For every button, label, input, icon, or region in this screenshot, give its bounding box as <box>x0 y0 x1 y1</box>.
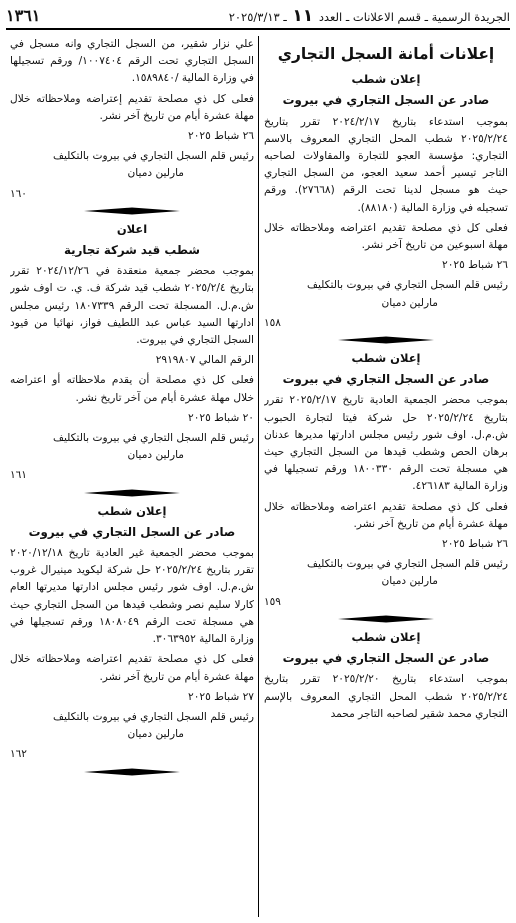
notice-label: إعلان شطب <box>351 72 421 87</box>
notice-subtitle: صادر عن السجل التجاري في بيروت <box>28 524 236 539</box>
notice-number: ١٥٨ <box>264 316 281 329</box>
notice-number: ١٦٠ <box>10 187 27 200</box>
notice-objection: فعلى كل ذي مصلحة تقديم اعتراضه وملاحظاته خلال مهلة عشرة أيام من تاريخ آخر نشر. <box>10 653 254 683</box>
notice-161 <box>10 221 254 485</box>
notice-label: إعلان شطب <box>97 503 167 518</box>
left-column <box>10 36 254 917</box>
notice-162 <box>10 503 254 764</box>
issue-number: ١١ <box>292 5 314 26</box>
signatory-title: رئيس قلم السجل التجاري في بيروت بالتكليف <box>306 279 508 292</box>
notice-160-end <box>10 36 254 203</box>
signatory-title: رئيس قلم السجل التجاري في بيروت بالتكليف <box>52 710 254 723</box>
notice-date: ٢٦ شباط ٢٠٢٥ <box>442 259 508 272</box>
page-number: ١٣٦١ <box>6 6 41 26</box>
column-divider <box>258 36 259 917</box>
separator-ornament <box>10 207 254 215</box>
signatory-title: رئيس قلم السجل التجاري في بيروت بالتكليف <box>52 432 254 445</box>
notice-label: إعلان شطب <box>351 351 421 366</box>
notice-number: ١٥٩ <box>264 595 281 608</box>
notice-160-start <box>264 629 508 723</box>
notice-158 <box>264 71 508 332</box>
header-title <box>229 7 510 26</box>
notice-label: اعلان <box>116 221 148 236</box>
notice-subtitle: صادر عن السجل التجاري في بيروت <box>282 372 490 387</box>
notice-body: بموجب استدعاء بتاريخ ٢٠٢٤/٢/١٧ تقرر بتاريخ ٢٠٢٥/٢/٢٤ شطب المحل التجاري المعروف بالاسم التجاري: مؤسسة العجو للتجارة والمقاولات لصاحبه التاجر تيسير أحمد سعيد العجو، من السجل التجاري حيث هو مسجل لدينا تحت الرقم (٢٧٦٦٨). ورقم تسجيله في وزارة المالية (٨٨١٨٠). <box>264 115 508 214</box>
notice-body: علي نزار شقير، من السجل التجاري وانه مسجل في السجل التجاري تحت الرقم ١٠٠٧٤٠٤/ ورقم تسجيلها في وزارة المالية /١٥٨٩٨٤٠. <box>10 38 254 85</box>
notice-body: بموجب محضر الجمعية العادية تاريخ ٢٠٢٥/٢/١٧ تقرر بتاريخ ٢٠٢٥/٢/٢٤ حل شركة فيتا لتجارة الحبوب ش.م.ل. اوف شور رئيس مجلس ادارتها مديرها عدنان برهان الحص وشطب قيدها من السجل التجاري حيث هي مسجلة تحت الرقم ١٨٠٠٣٣٠ ورقم تسجيلها في وزارة المالية ٤٢٦١٨٣. <box>264 394 508 493</box>
notice-subtitle: صادر عن السجل التجاري في بيروت <box>282 651 490 666</box>
notice-159 <box>264 350 508 611</box>
notice-subtitle: صادر عن السجل التجاري في بيروت <box>282 93 490 108</box>
notice-number: ١٦١ <box>10 469 27 482</box>
financial-number: الرقم المالي ٢٩١٩٨٠٧ <box>155 354 254 367</box>
notice-body: بموجب استدعاء بتاريخ ٢٠٢٥/٢/٢٠ تقرر بتاريخ ٢٠٢٥/٢/٢٤ شطب المحل التجاري المعروف بالإسم التجاري محمد شقير لصاحبه التاجر محمد <box>264 673 508 720</box>
right-column <box>264 36 508 917</box>
notice-objection: فعلى كل ذي مصلحة تقديم إعتراضه وملاحظاته خلال مهلة عشرة أيام من تاريخ آخر نشر. <box>10 92 254 122</box>
notice-date: ٢٧ شباط ٢٠٢٥ <box>188 690 254 703</box>
notice-objection: فعلى كل ذي مصلحة تقديم اعتراضه وملاحظاته خلال مهلة عشرة أيام من تاريخ آخر نشر. <box>264 500 508 530</box>
separator-ornament <box>264 615 508 623</box>
signatory-name: مارلين دميان <box>127 449 184 462</box>
separator-ornament <box>10 768 254 776</box>
notice-date: ٢٦ شباط ٢٠٢٥ <box>188 130 254 143</box>
signatory-name: مارلين دميان <box>381 575 438 588</box>
signatory-name: مارلين دميان <box>381 296 438 309</box>
notice-body: بموجب محضر الجمعية غير العادية تاريخ ٢٠٢٠/١٢/١٨ تقرر بتاريخ ٢٠٢٥/٢/٢٤ حل شركة ليكويد مينيرال غروب ش.م.ل. اوف شور رئيس مجلس ادارتها مديرتها العام كارلا سليم نصر وشطب قيدها من السجل التجاري حيث هي مسجلة تحت الرقم ١٨٠٨٠٤٩ ورقم تسجيلها في وزارة المالية ٣٠٦٣٩٥٢. <box>10 547 254 646</box>
issue-date: ـ ٢٠٢٥/٣/١٣ <box>228 9 287 24</box>
signatory-name: مارلين دميان <box>127 728 184 741</box>
notice-subtitle: شطب قيد شركة تجارية <box>64 243 200 258</box>
notice-date: ٢٠ شباط ٢٠٢٥ <box>188 411 254 424</box>
notice-objection: فعلى كل ذي مصلحة تقديم اعتراضه وملاحظاته خلال مهلة اسبوعين من تاريخ آخر نشر. <box>264 221 508 252</box>
notice-date: ٢٦ شباط ٢٠٢٥ <box>442 538 508 551</box>
separator-ornament <box>264 336 508 344</box>
notice-label: إعلان شطب <box>351 629 421 644</box>
signatory-title: رئيس قلم السجل التجاري في بيروت بالتكليف <box>306 558 508 571</box>
page-header <box>6 4 510 30</box>
notice-number: ١٦٢ <box>10 748 27 761</box>
section-title: إعلانات أمانة السجل التجاري <box>277 45 495 63</box>
signatory-title: رئيس قلم السجل التجاري في بيروت بالتكليف <box>52 150 254 163</box>
separator-ornament <box>10 489 254 497</box>
signatory-name: مارلين دميان <box>127 167 184 180</box>
notice-body: بموجب محضر جمعية منعقدة في ٢٠٢٤/١٢/٢٦ تقرر بتاريخ ٢٠٢٥/٢/٤ شطب قيد شركة ف. ي. ت اوف شور ش.م.ل. المسجلة تحت الرقم ١٨٠٧٣٣٩ رئيس مجلس ادارتها السيد عباس عبد اللطيف فواز، نهائيا من قيود السجل التجاري في بيروت. <box>10 265 254 347</box>
notice-objection: فعلى كل ذي مصلحة أن يقدم ملاحظاته أو اعتراضه خلال مهلة عشرة أيام من آخر تاريخ نشر. <box>10 374 254 404</box>
header-title-prefix: الجريدة الرسمية ـ قسم الاعلانات ـ العدد <box>318 9 510 24</box>
